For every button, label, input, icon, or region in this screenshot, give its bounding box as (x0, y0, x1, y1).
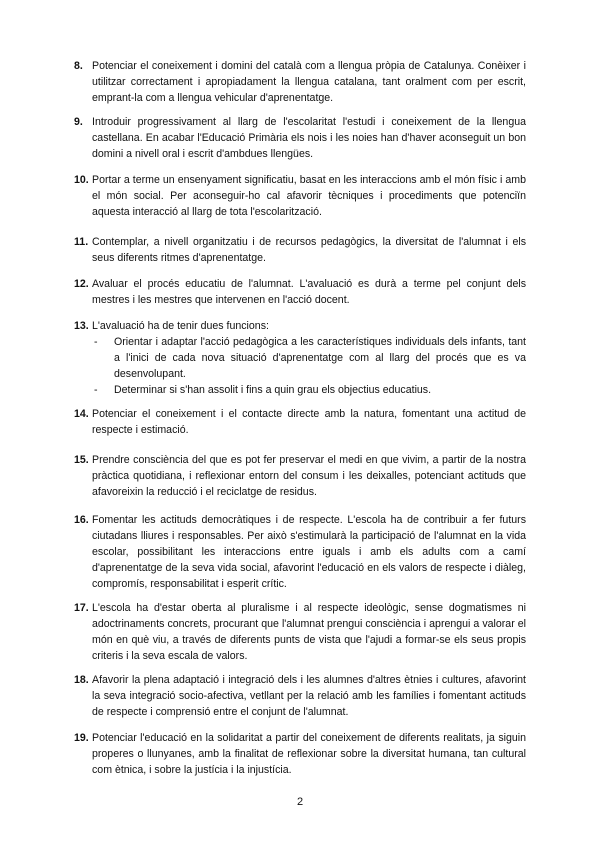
item-number: 13. (74, 320, 89, 332)
list-item-14 (74, 406, 526, 438)
item-text: Potenciar l'educació en la solidaritat a partir del coneixement de diferents realitats, ja siguin properes o llunyanes, amb la finalitat de reflexionar sobre la diversitat humana, tan cultural com ètnica, i sobre la justícia i la injustícia. (92, 732, 526, 776)
item-number: 10. (74, 174, 89, 186)
item-text: Prendre consciència del que es pot fer preservar el medi en que vivim, a partir de la nostra pràctica quotidiana, i reflexionar entorn del consum i les deixalles, potenciant actituds que afavoreixin la reducció i el reciclatge de residus. (92, 454, 526, 498)
list-item-19 (74, 730, 526, 778)
list-item-15 (74, 452, 526, 500)
item-text: Fomentar les actituds democràtiques i de respecte. L'escola ha de contribuir a fer futurs ciutadans lliures i responsables. Per això s'estimularà la participació de l'alumnat en la vida escolar, possibilitant les interaccions entre iguals i amb els adults com a camí d'aprenentatge de la seva vida social, afavorint l'educació en els valors de respecte i diàleg, compromís, responsabilitat i esperit crític. (92, 514, 526, 590)
item-number: 17. (74, 602, 89, 614)
item-number: 12. (74, 278, 89, 290)
bullet-list (92, 334, 526, 398)
page-number: 2 (296, 796, 304, 808)
item-text: Potenciar el coneixement i el contacte directe amb la natura, fomentant una actitud de respecte i estimació. (92, 408, 526, 436)
list-item-9 (74, 114, 526, 162)
bullet-item: - Orientar i adaptar l'acció pedagògica a les característiques individuals dels infants, tant a l'inici de cada nova situació d'aprenentatge com al llarg del procés que es va desenvolupant. (94, 336, 526, 380)
list-item-8 (74, 58, 526, 106)
list-item-12 (74, 276, 526, 308)
item-text: Portar a terme un ensenyament significatiu, basat en les interaccions amb el món físic i amb el món social. Per aconseguir-ho cal afavorir tècniques i procediments que potenciïn aquesta interacció al llarg de tota l'escolarització. (92, 174, 526, 218)
item-number: 16. (74, 514, 89, 526)
item-text: Afavorir la plena adaptació i integració dels i les alumnes d'altres ètnies i cultures, afavorint la seva integració socio-afectiva, vetllant per la relació amb les famílies i fomentant actituds de respecte i comprensió entre el conjunt de l'alumnat. (92, 674, 526, 718)
item-number: 11. (74, 236, 89, 248)
item-text: Contemplar, a nivell organitzatiu i de recursos pedagògics, la diversitat de l'alumnat i els seus diferents ritmes d'aprenentatge. (92, 236, 526, 264)
item-text: Introduir progressivament al llarg de l'escolaritat l'estudi i coneixement de la llengua castellana. En acabar l'Educació Primària els nois i les noies han d'haver aconseguit un bon domini a nivell oral i escrit d'ambdues llengües. (92, 116, 526, 160)
item-number: 15. (74, 454, 89, 466)
bullet-item: - Determinar si s'han assolit i fins a quin grau els objectius educatius. (94, 384, 432, 396)
item-number: 8. (74, 60, 83, 72)
item-text: Avaluar el procés educatiu de l'alumnat. L'avaluació es durà a terme pel conjunt dels mestres i les mestres que intervenen en l'acció docent. (92, 278, 526, 306)
list-item-16 (74, 512, 526, 592)
item-text: L'avaluació ha de tenir dues funcions: (92, 320, 269, 332)
item-number: 19. (74, 732, 89, 744)
list-item-11 (74, 234, 526, 266)
item-number: 14. (74, 408, 89, 420)
list-item-13 (74, 318, 526, 398)
list-item-18 (74, 672, 526, 720)
item-text: Potenciar el coneixement i domini del català com a llengua pròpia de Catalunya. Conèixer i utilitzar correctament i apropiadament la llengua catalana, tant oralment com per escrit, emprant-la com a llengua vehicular d'aprenentatge. (92, 60, 526, 104)
item-text: L'escola ha d'estar oberta al pluralisme i al respecte ideològic, sense dogmatismes ni adoctrinaments concrets, procurant que l'alumnat prengui consciència i aprengui a valorar el món en què viu, a través de diferents punts de vista que l'ajudi a formar-se els seus propis criteris i la seva escala de valors. (92, 602, 526, 662)
item-number: 18. (74, 674, 89, 686)
list-item-17 (74, 600, 526, 664)
list-item-10 (74, 172, 526, 220)
item-number: 9. (74, 116, 83, 128)
